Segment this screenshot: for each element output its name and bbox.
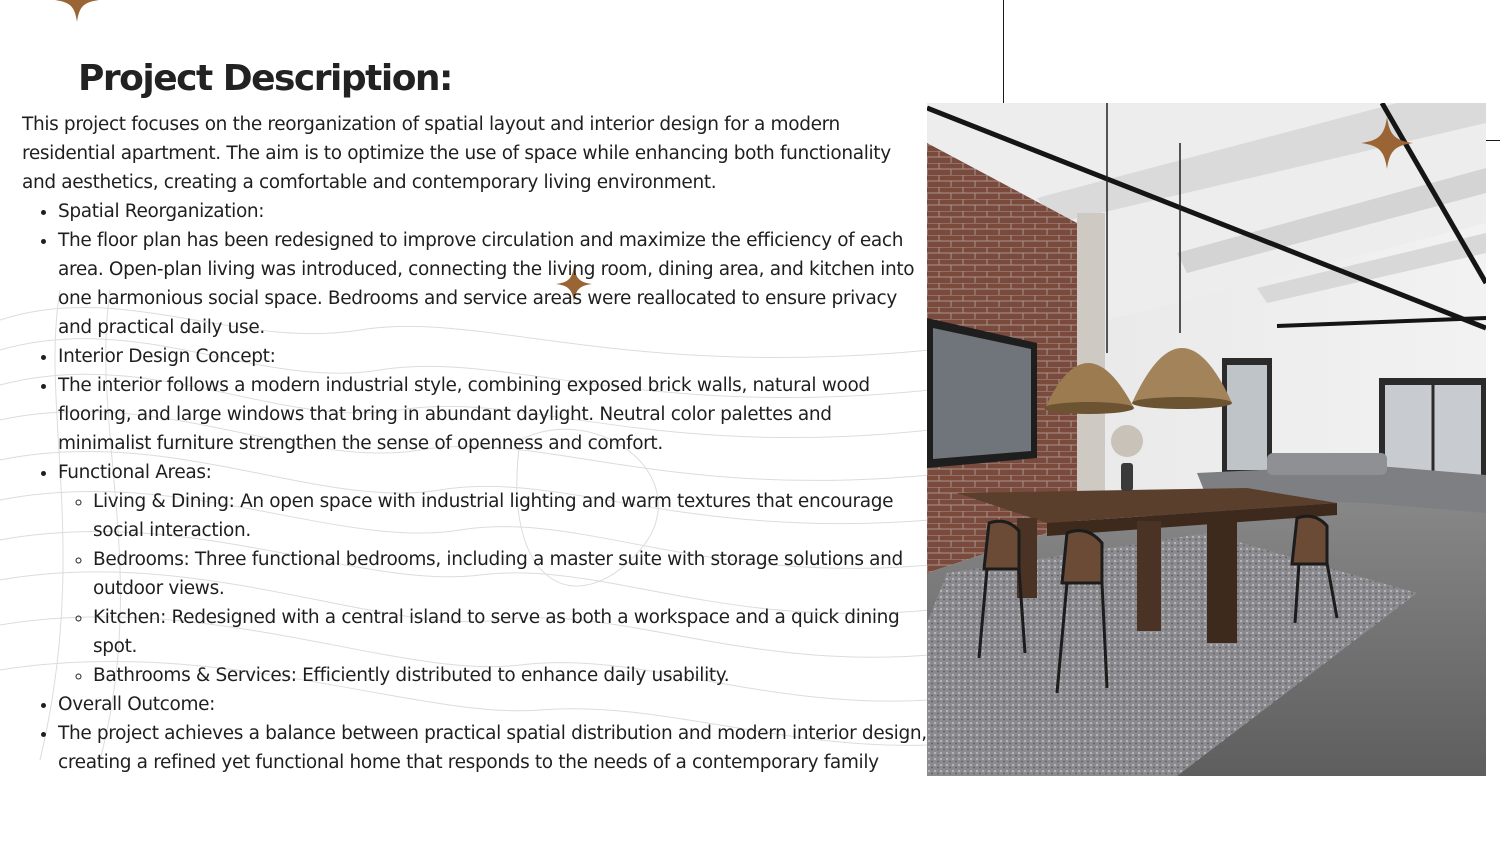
functional-item-bathrooms: ◦ Bathrooms & Services: Efficiently distributed to enhance daily usability.	[93, 661, 927, 690]
sparkle-star-icon	[55, 0, 99, 22]
page-title: Project Description:	[78, 58, 452, 99]
description-list	[22, 197, 927, 777]
functional-item-living-dining: ◦ Living & Dining: An open space with industrial lighting and warm textures that encourage social interaction.	[93, 487, 927, 545]
list-item-spatial-body: • The floor plan has been redesigned to improve circulation and maximize the efficiency of each area. Open-plan living was introduced, connecting the living room, dining area, and kitchen into one harmonious social space. Bedrooms and service areas were reallocated to ensure privacy and practical daily use.	[58, 226, 927, 342]
list-item-spatial-heading: • Spatial Reorganization:	[58, 197, 927, 226]
list-item-outcome-heading: • Overall Outcome:	[58, 690, 927, 719]
interior-photo	[927, 103, 1486, 776]
list-item-functional-heading	[58, 458, 927, 690]
intro-paragraph: This project focuses on the reorganization of spatial layout and interior design for a modern residential apartment. The aim is to optimize the use of space while enhancing both functionality and aesthetics, creating a comfortable and contemporary living environment.	[22, 114, 891, 193]
horizontal-accent-line	[1486, 140, 1500, 141]
list-item-interior-body: • The interior follows a modern industrial style, combining exposed brick walls, natural wood flooring, and large windows that bring in abundant daylight. Neutral color palettes and minimalist furniture strengthen the sense of openness and comfort.	[58, 371, 927, 458]
list-item-interior-heading: • Interior Design Concept:	[58, 342, 927, 371]
functional-heading-label: Functional Areas:	[58, 462, 212, 483]
functional-item-kitchen: ◦ Kitchen: Redesigned with a central island to serve as both a workspace and a quick dining spot.	[93, 603, 927, 661]
description-body	[22, 110, 927, 777]
functional-areas-list	[58, 487, 927, 690]
vertical-divider-line	[1003, 0, 1004, 103]
list-item-outcome-body: • The project achieves a balance between practical spatial distribution and modern interior design, creating a refined yet functional home that responds to the needs of a contemporary family	[58, 719, 927, 777]
functional-item-bedrooms: ◦ Bedrooms: Three functional bedrooms, including a master suite with storage solutions and outdoor views.	[93, 545, 927, 603]
